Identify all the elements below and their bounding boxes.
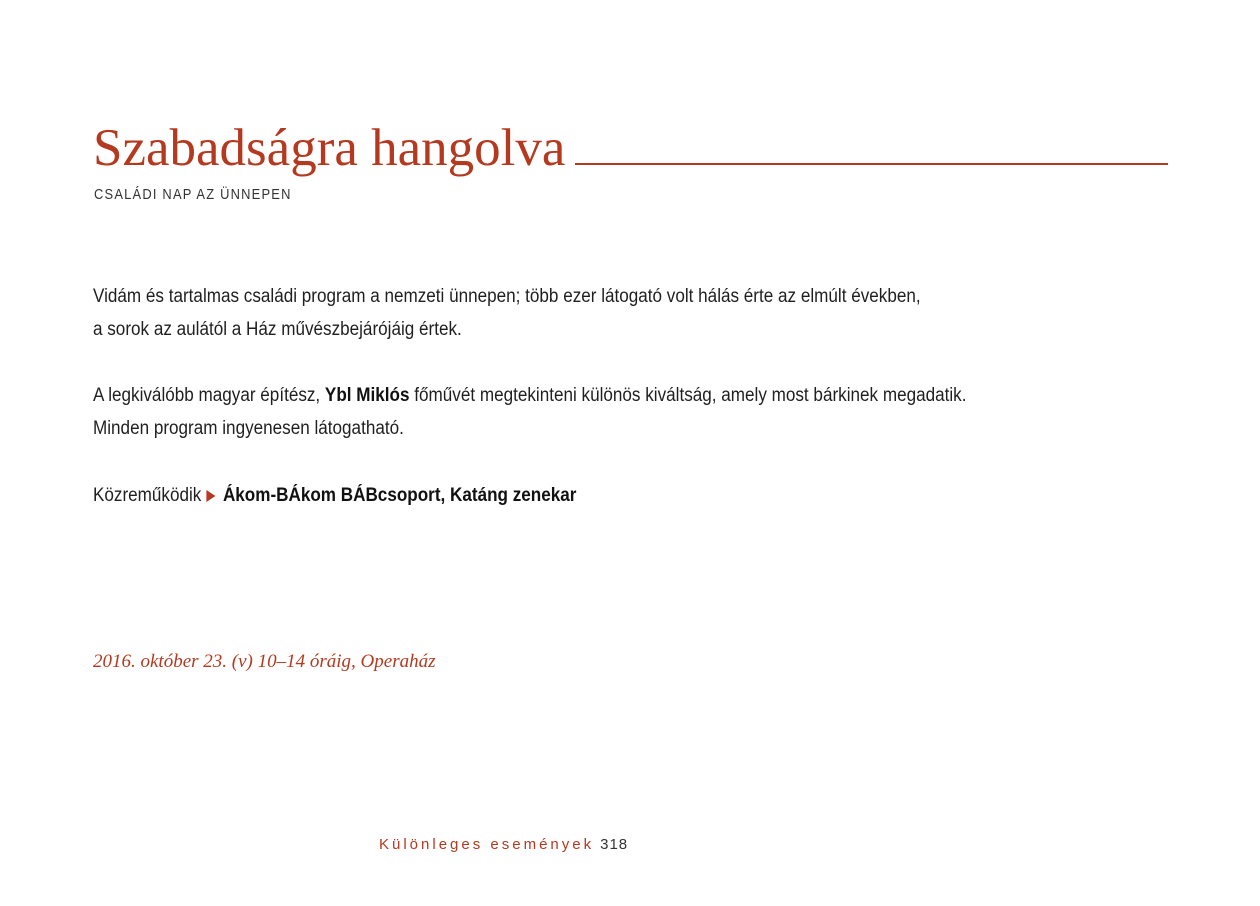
- intro-paragraph: [93, 280, 921, 346]
- architecture-paragraph: [93, 379, 966, 445]
- footer-section-title: Különleges események: [379, 836, 595, 853]
- architecture-line-1: [93, 379, 966, 412]
- page-subtitle: CSALÁDI NAP AZ ÜNNEPEN: [94, 186, 292, 203]
- architecture-text-pre: A legkiválóbb magyar építész,: [93, 385, 325, 406]
- contributors-label: Közreműködik: [93, 485, 202, 506]
- page-number: 318: [600, 836, 629, 853]
- free-admission-line: Minden program ingyenesen látogatható.: [93, 418, 404, 439]
- page-title: Szabadságra hangolva: [93, 119, 566, 177]
- event-date-location: 2016. október 23. (v) 10–14 óráig, Operaház: [93, 651, 436, 672]
- contributors-names: Ákom-BÁkom BÁBcsoport, Katáng zenekar: [222, 485, 577, 506]
- architecture-text-post: főművét megtekinteni különös kiváltság, amely most bárkinek megadatik.: [409, 385, 967, 406]
- title-row: [93, 118, 1168, 178]
- contributors-line: [93, 479, 576, 512]
- page-footer: [379, 836, 628, 854]
- intro-line-1: Vidám és tartalmas családi program a nemzeti ünnepen; több ezer látogató volt hálás érte az elmúlt években,: [93, 286, 921, 307]
- architect-name: Ybl Miklós: [324, 385, 410, 406]
- intro-line-2: a sorok az aulától a Ház művészbejárójáig értek.: [93, 319, 462, 340]
- title-rule: [575, 163, 1168, 165]
- triangle-arrow-icon: [207, 490, 216, 502]
